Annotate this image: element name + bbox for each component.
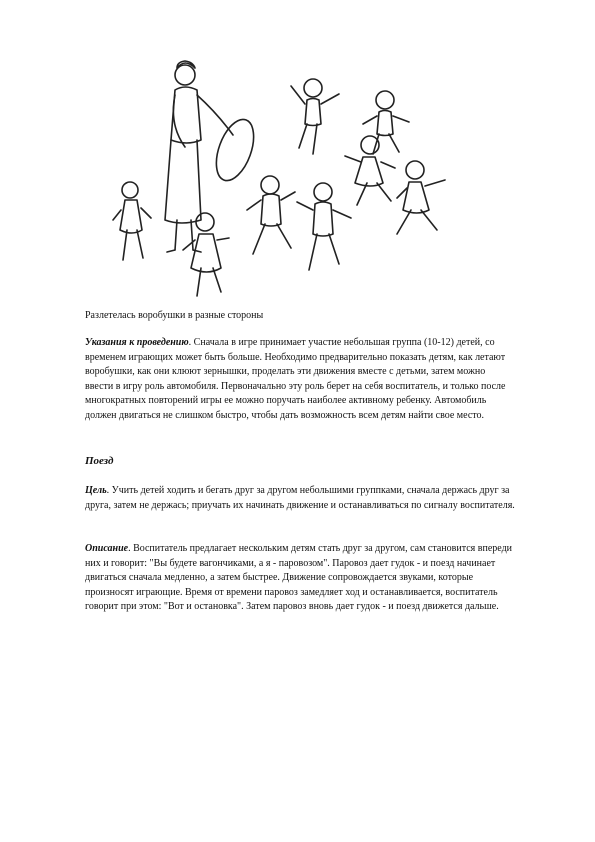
- child-figure-5: [291, 79, 339, 154]
- child-figure-1: [113, 182, 151, 260]
- goal-paragraph: [85, 484, 515, 513]
- illustration-drawing: [85, 50, 485, 300]
- teacher-figure: [165, 61, 261, 252]
- child-figure-4: [297, 183, 351, 270]
- description-paragraph: [85, 542, 515, 615]
- illustration-caption: Разлетелась воробушки в разные стороны: [85, 310, 264, 321]
- goal-lead: Цель: [85, 485, 107, 496]
- description-lead: Описание: [85, 543, 129, 554]
- goal-text: . Учить детей ходить и бегать друг за другом небольшими группками, сначала держась друг за друга, затем не держась; приучать их начинать движение и останавливаться по сигналу воспитателя.: [85, 485, 515, 511]
- instructions-text: . Сначала в игре принимает участие небольшая группа (10-12) детей, со временем играющих может быть больше. Необходимо предварительно показать детям, как летают воробушки, как они клюют зернышки, проделать эти движения вместе с детьми, затем можно ввести в игру роль автомобиля. Первоначально эту роль берет на себя воспитатель, и только после многократных повторений игры ее можно поручать наиболее активному ребенку. Автомобиль должен двигаться не слишком быстро, чтобы дать возможность всем детям найти свое место.: [85, 337, 506, 421]
- child-figure-6: [363, 91, 409, 154]
- instructions-paragraph: [85, 336, 515, 424]
- description-text: . Воспитатель предлагает нескольким детям стать друг за другом, сам становится впереди них и говорит: "Вы будете вагончиками, а я - паровозом". Паровоз дает гудок - и поезд начинает двигаться сначала медленно, а затем быстрее. Движение сопровождается звуками, которые произносят играющие. Время от времени паровоз замедляет ход и останавливается, воспитатель говорит при этом: "Вот и остановка". Затем паровоз вновь дает гудок - и поезд движется дальше.: [85, 543, 513, 613]
- child-figure-8: [397, 161, 445, 234]
- child-figure-7: [345, 136, 395, 205]
- child-figure-3: [247, 176, 295, 254]
- children-playing-illustration: [85, 50, 485, 300]
- section-title: Поезд: [85, 455, 114, 467]
- child-figure-2: [183, 213, 229, 296]
- instructions-lead: Указания к проведению: [85, 337, 189, 348]
